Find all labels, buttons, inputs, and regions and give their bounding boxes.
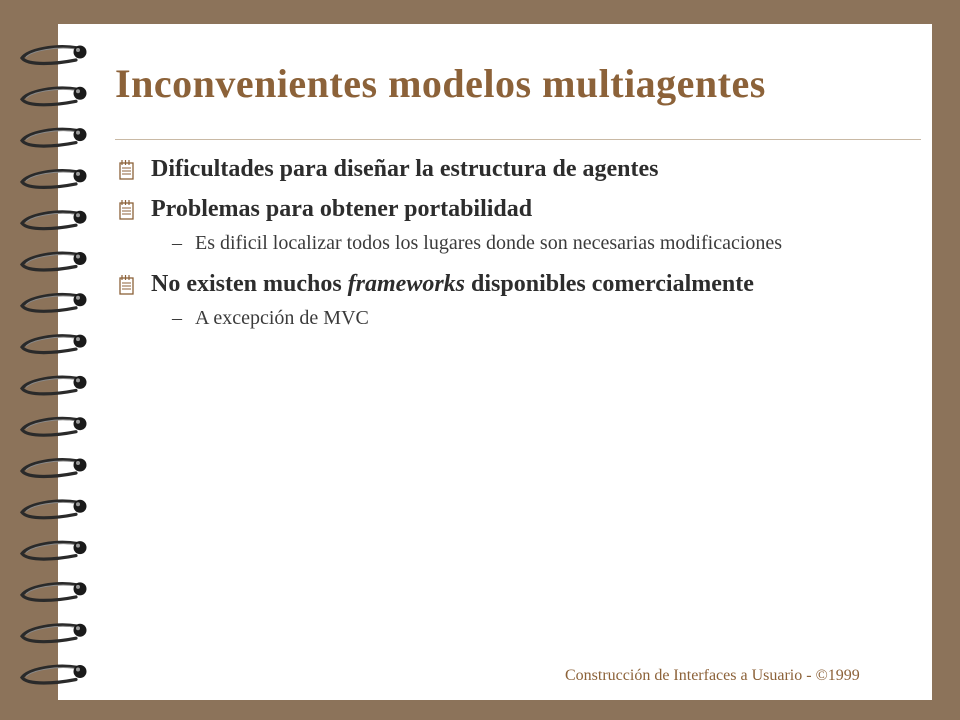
spiral-ring <box>22 500 87 518</box>
sub-bullet-item <box>115 230 895 257</box>
bullet-emphasis: frameworks <box>347 271 466 297</box>
bullet-list <box>115 154 895 344</box>
spiral-ring <box>22 335 87 353</box>
spiral-ring <box>22 293 87 311</box>
notepad-bullet-icon <box>117 159 137 181</box>
spiral-ring <box>22 46 87 64</box>
notepad-bullet-icon <box>117 274 137 296</box>
bullet-item <box>115 154 895 184</box>
sub-bullet-dash: – <box>172 307 182 329</box>
spiral-ring <box>22 582 87 600</box>
bullet-item <box>115 194 895 224</box>
bullet-text: No existen muchos <box>151 271 348 297</box>
bullet-text: Problemas para obtener portabilidad <box>151 196 533 222</box>
bullet-text: Dificultades para diseñar la estructura de agentes <box>151 156 659 182</box>
bullet-item <box>115 269 895 299</box>
slide-page <box>58 24 932 700</box>
bullet-text: disponibles comercialmente <box>465 271 754 297</box>
spiral-ring <box>22 459 87 477</box>
slide-footer: Construcción de Interfaces a Usuario - ©1999 <box>565 667 860 684</box>
spiral-ring <box>22 87 87 105</box>
spiral-ring <box>22 665 87 683</box>
sub-bullet-item <box>115 305 895 332</box>
slide-title: Inconvenientes modelos multiagentes <box>115 61 766 106</box>
sub-bullet-text: A excepción de MVC <box>195 307 369 329</box>
spiral-ring <box>22 128 87 146</box>
sub-bullet-dash: – <box>172 232 182 254</box>
spiral-ring <box>22 211 87 229</box>
spiral-ring <box>22 624 87 642</box>
spiral-ring <box>22 169 87 187</box>
spiral-ring <box>22 252 87 270</box>
title-divider <box>115 139 921 140</box>
sub-bullet-text: Es dificil localizar todos los lugares donde son necesarias modificaciones <box>195 232 783 254</box>
spiral-ring <box>22 417 87 435</box>
spiral-ring <box>22 541 87 559</box>
notepad-bullet-icon <box>117 199 137 221</box>
spiral-ring <box>22 376 87 394</box>
spiral-binding <box>0 0 110 720</box>
